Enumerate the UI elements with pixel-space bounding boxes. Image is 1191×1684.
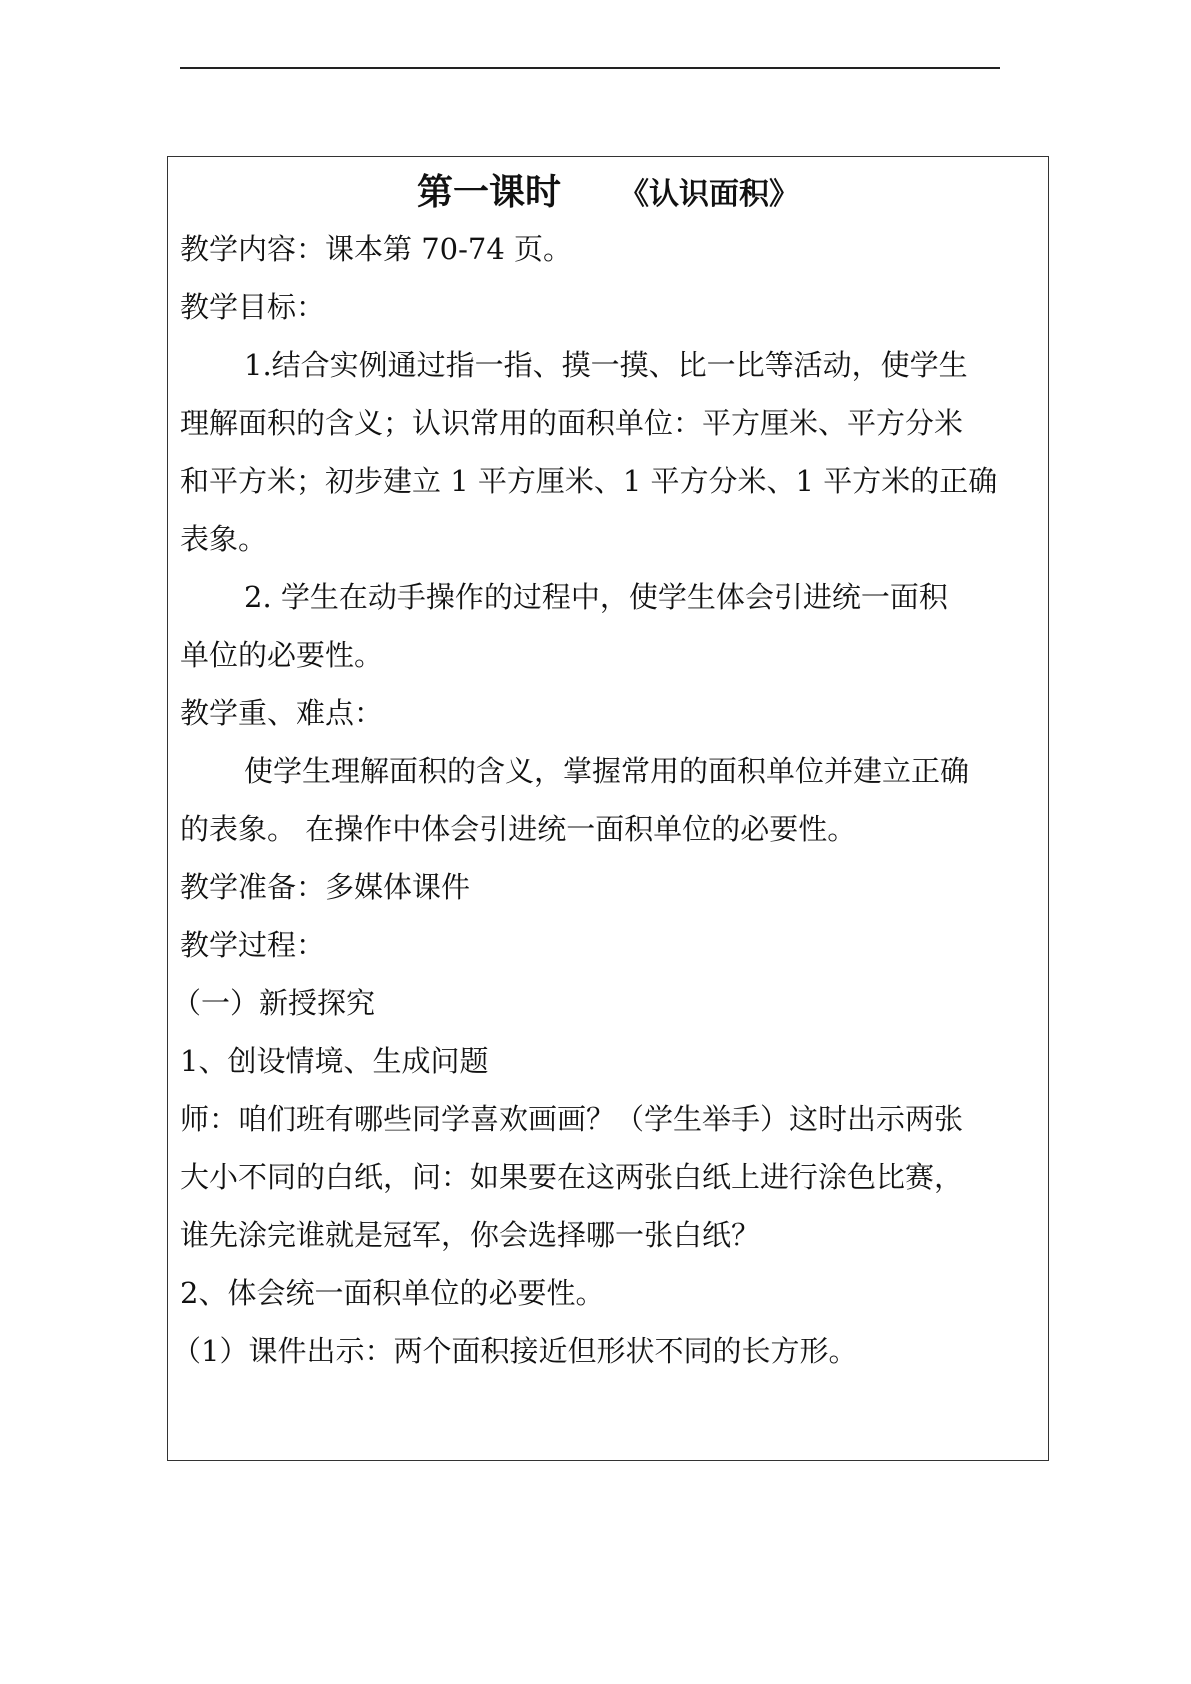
step-2-item-1: （1）课件出示：两个面积接近但形状不同的长方形。 [172, 1334, 858, 1368]
goal-1-line-1: 1.结合实例通过指一指、摸一摸、比一比等活动，使学生 [244, 348, 968, 382]
teacher-dialogue-line-2: 大小不同的白纸，问：如果要在这两张白纸上进行涂色比赛， [180, 1160, 964, 1194]
lesson-name: 《认识面积》 [619, 177, 799, 212]
step-1-heading: 1、创设情境、生成问题 [180, 1044, 489, 1078]
key-points-heading: 教学重、难点： [180, 696, 384, 730]
teaching-goals-heading: 教学目标： [180, 290, 326, 324]
teacher-dialogue-line-1: 师：咱们班有哪些同学喜欢画画？（学生举手）这时出示两张 [180, 1102, 964, 1136]
goal-2-line-2: 单位的必要性。 [180, 638, 384, 672]
teaching-content-line: 教学内容：课本第 70-74 页。 [180, 232, 573, 266]
goal-1-line-4: 表象。 [180, 522, 268, 556]
goal-1-line-3: 和平方米；初步建立 1 平方厘米、1 平方分米、1 平方米的正确 [180, 464, 998, 498]
key-points-line-1: 使学生理解面积的含义，掌握常用的面积单位并建立正确 [244, 754, 970, 788]
page-title [168, 163, 1048, 225]
lesson-plan-box [167, 156, 1049, 1461]
header-rule [180, 67, 1000, 69]
goal-2-line-1: 2. 学生在动手操作的过程中，使学生体会引进统一面积 [244, 580, 948, 614]
section-1-heading: （一）新授探究 [172, 986, 376, 1020]
lesson-number: 第一课时 [416, 172, 561, 213]
teacher-dialogue-line-3: 谁先涂完谁就是冠军，你会选择哪一张白纸？ [180, 1218, 761, 1252]
teaching-process-heading: 教学过程： [180, 928, 326, 962]
step-2-heading: 2、体会统一面积单位的必要性。 [180, 1276, 605, 1310]
goal-1-line-2: 理解面积的含义；认识常用的面积单位：平方厘米、平方分米 [180, 406, 964, 440]
teaching-prep-line: 教学准备：多媒体课件 [180, 870, 471, 904]
key-points-line-2: 的表象。 在操作中体会引进统一面积单位的必要性。 [180, 812, 857, 846]
